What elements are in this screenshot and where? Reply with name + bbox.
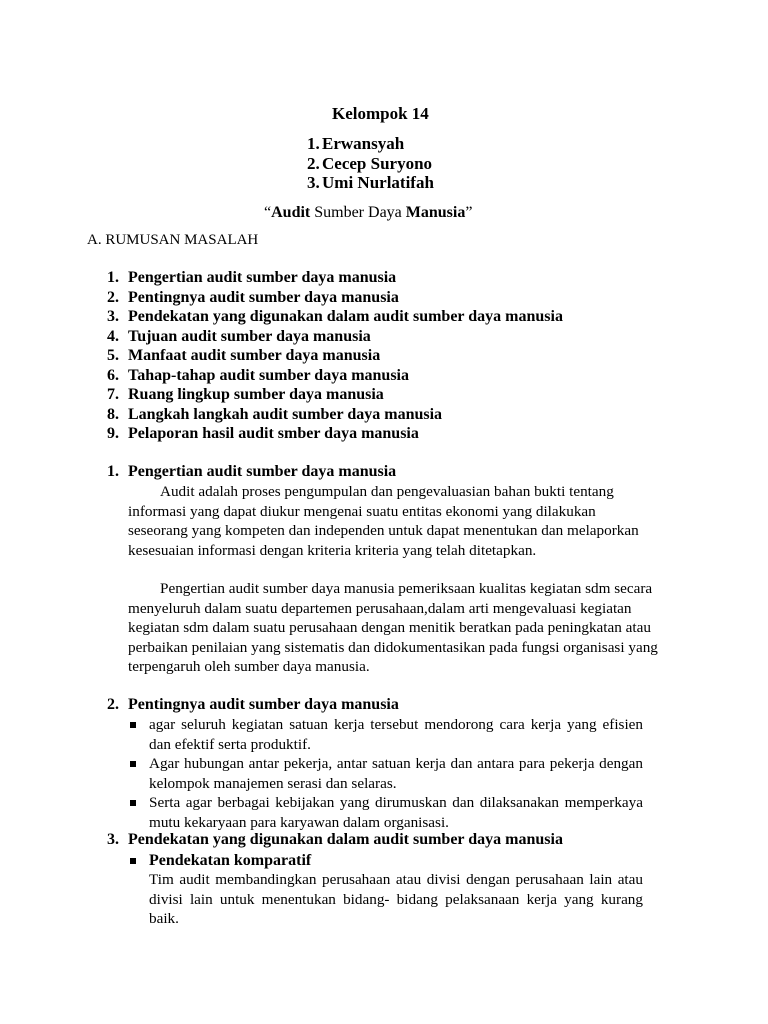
- bullet-square-icon: [128, 793, 149, 832]
- member-list: [307, 134, 434, 193]
- section-1-paragraph-2: Pengertian audit sumber daya manusia pemeriksaan kualitas kegiatan sdm secara menyeluruh dalam suatu departemen perusahaan,dalam arti mengevaluasi kegiatan kegiatan sdm dalam suatu perusahaan dengan menitik beratkan pada peningkatan atau perbaikan penilaian yang sistematis dan didokumentasikan pada fungsi organisasi yang terpengaruh oleh sumber daya manusia.: [128, 580, 658, 675]
- list-item: agar seluruh kegiatan satuan kerja tersebut mendorong cara kerja yang efisien dan efektif serta produktif.: [128, 715, 643, 754]
- list-item: 5. Manfaat audit sumber daya manusia: [107, 347, 381, 364]
- section-3-sub-list: [128, 851, 643, 871]
- outline-list: [107, 268, 563, 444]
- list-item: 1. Pengertian audit sumber daya manusia: [107, 269, 397, 286]
- section-2-heading: 2. Pentingnya audit sumber daya manusia: [107, 696, 399, 713]
- member-item: 1. Erwansyah: [307, 134, 405, 153]
- list-item: 8. Langkah langkah audit sumber daya manusia: [107, 405, 443, 423]
- group-title: Kelompok 14: [332, 104, 429, 123]
- section-2-bullet-list: [128, 715, 643, 832]
- list-item: 4. Tujuan audit sumber daya manusia: [107, 327, 371, 345]
- member-item: 3. Umi Nurlatifah: [307, 173, 434, 192]
- section-1-heading: 1. Pengertian audit sumber daya manusia: [107, 463, 397, 480]
- bullet-square-icon: [128, 851, 149, 871]
- list-item: Serta agar berbagai kebijakan yang dirumuskan dan dilaksanakan memperkaya mutu kekaryaan para karyawan dalam organisasi.: [128, 793, 643, 832]
- list-item: 9. Pelaporan hasil audit smber daya manusia: [107, 425, 419, 442]
- bullet-square-icon: [128, 754, 149, 793]
- list-item: 2. Pentingnya audit sumber daya manusia: [107, 288, 399, 306]
- list-item: Agar hubungan antar pekerja, antar satuan kerja dan antara para pekerja dengan kelompok manajemen serasi dan selaras.: [128, 754, 643, 793]
- member-item: 2. Cecep Suryono: [307, 153, 433, 173]
- section-3-heading: 3. Pendekatan yang digunakan dalam audit sumber daya manusia: [107, 831, 563, 848]
- list-item: 6. Tahap-tahap audit sumber daya manusia: [107, 366, 409, 384]
- section-heading-rumusan-masalah: A. RUMUSAN MASALAH: [87, 232, 259, 248]
- bullet-square-icon: [128, 715, 149, 754]
- section-3-paragraph: Tim audit membandingkan perusahaan atau divisi dengan perusahaan lain atau divisi lain untuk menentukan bidang- bidang pelaksanaan kerja yang kurang baik.: [149, 871, 643, 927]
- section-1-paragraph-1: Audit adalah proses pengumpulan dan pengevaluasian bahan bukti tentang informasi yang dapat diukur mengenai suatu entitas ekonomi yang dilakukan seseorang yang kompeten dan independen untuk dapat menentukan dan melaporkan kesesuaian informasi dengan kriteria kriteria yang telah ditetapkan.: [128, 483, 639, 559]
- list-item: 7. Ruang lingkup sumber daya manusia: [107, 386, 384, 403]
- list-item: Pendekatan komparatif: [128, 851, 643, 871]
- list-item: 3. Pendekatan yang digunakan dalam audit sumber daya manusia: [107, 308, 563, 325]
- document-title: “Audit Sumber Daya Manusia”: [264, 204, 473, 221]
